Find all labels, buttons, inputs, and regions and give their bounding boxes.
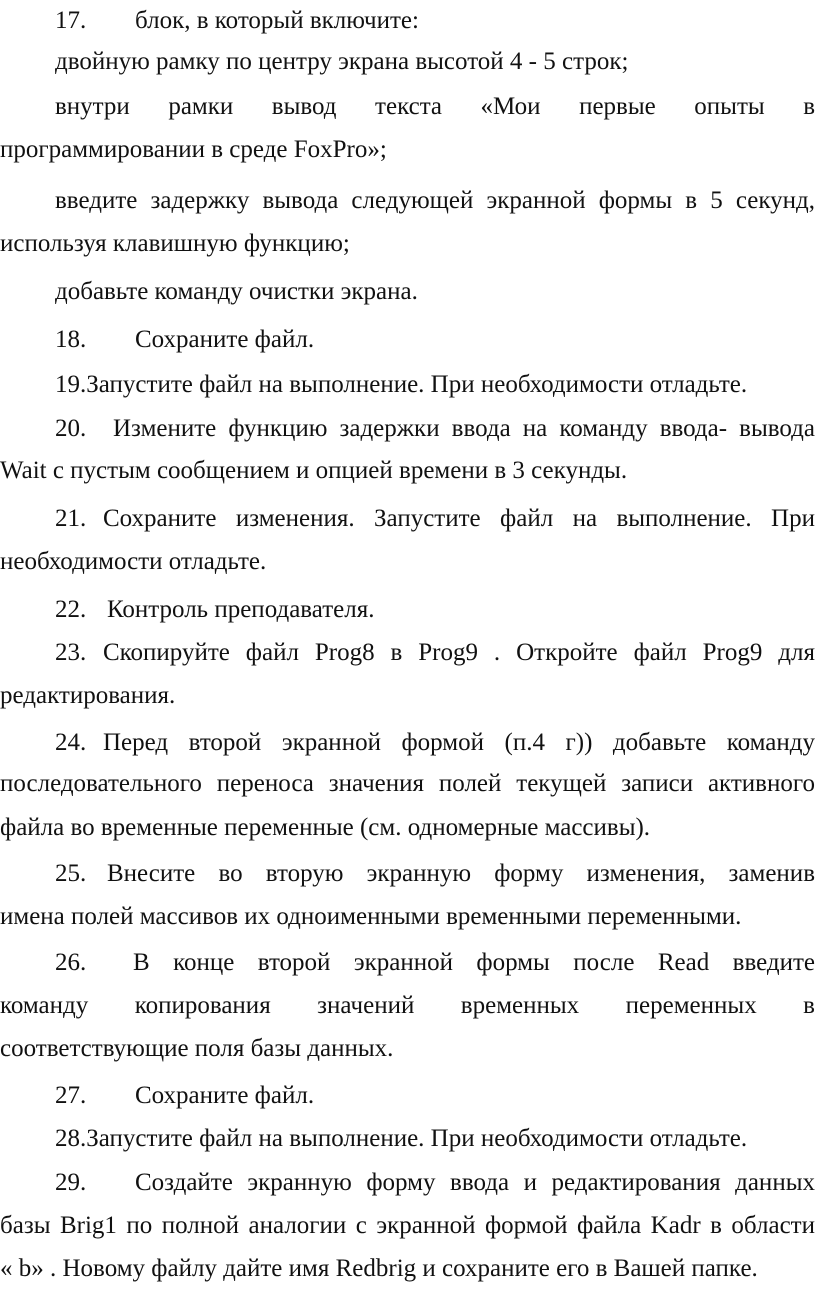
paragraph-17-item-clear: добавьте команду очистки экрана. <box>55 278 418 305</box>
paragraph-25-text: Внесите во вторую экранную форму изменения, заменив <box>107 860 815 887</box>
paragraph-18-number: 18. <box>55 326 87 353</box>
paragraph-22-text: Контроль преподавателя. <box>107 596 375 623</box>
paragraph-24-line-1 <box>55 721 815 765</box>
paragraph-29-line-2: базы Brig1 по полной аналогии с экранной формой файла Kadr в области <box>0 1212 815 1239</box>
paragraph-20-number: 20. <box>55 415 87 442</box>
paragraph-23-number: 23. <box>55 639 87 666</box>
paragraph-20-text: Измените функцию задержки ввода на команду ввода- вывода <box>113 415 815 442</box>
paragraph-18 <box>55 318 795 362</box>
paragraph-23-line-2: редактирования. <box>0 682 176 709</box>
paragraph-29-line-1 <box>55 1161 815 1205</box>
paragraph-27-number: 27. <box>55 1082 87 1109</box>
paragraph-21-line-2: необходимости отладьте. <box>0 548 267 575</box>
paragraph-26-line-1 <box>55 941 815 985</box>
paragraph-23-line-1 <box>55 631 815 675</box>
paragraph-17-number: 17. <box>55 7 87 34</box>
paragraph-17-line-1 <box>55 0 795 43</box>
paragraph-23-text: Скопируйте файл Prog8 в Prog9 . Откройте файл Prog9 для <box>103 639 815 666</box>
paragraph-20-line-1 <box>55 407 815 451</box>
paragraph-25-line-2: имена полей массивов их одноименными временными переменными. <box>0 903 742 930</box>
paragraph-27-text: Сохраните файл. <box>135 1082 315 1109</box>
paragraph-17-text: блок, в который включите: <box>135 7 419 34</box>
paragraph-21-text: Сохраните изменения. Запустите файл на выполнение. При <box>103 505 815 532</box>
paragraph-24-line-2: последовательного переноса значения полей текущей записи активного <box>0 770 815 797</box>
paragraph-29-line-3: « b» . Новому файлу дайте имя Redbrig и сохраните его в Вашей папке. <box>0 1255 758 1282</box>
paragraph-25-line-1 <box>55 852 815 896</box>
paragraph-25-number: 25. <box>55 860 87 887</box>
paragraph-26-line-3: соответствующие поля базы данных. <box>0 1035 394 1062</box>
paragraph-17-item-delay-line-2: используя клавишную функцию; <box>0 230 350 257</box>
paragraph-22-number: 22. <box>55 596 87 623</box>
paragraph-21-line-1 <box>55 497 815 541</box>
paragraph-19: 19.Запустите файл на выполнение. При необходимости отладьте. <box>55 371 748 398</box>
paragraph-26-text: В конце второй экранной формы после Read введите <box>133 949 815 976</box>
paragraph-17-item-text-line-1: внутри рамки вывод текста «Мои первые опыты в <box>55 93 815 120</box>
paragraph-18-text: Сохраните файл. <box>135 326 315 353</box>
paragraph-22 <box>55 588 795 632</box>
paragraph-26-line-2: команду копирования значений временных переменных в <box>0 992 815 1019</box>
paragraph-24-text: Перед второй экранной формой (п.4 г)) добавьте команду <box>103 729 815 756</box>
paragraph-24-number: 24. <box>55 729 87 756</box>
paragraph-29-text: Создайте экранную форму ввода и редактирования данных <box>135 1169 815 1196</box>
paragraph-20-line-2: Wait с пустым сообщением и опцией времени в 3 секунды. <box>0 457 628 484</box>
paragraph-24-line-3: файла во временные переменные (см. одномерные массивы). <box>0 814 651 841</box>
paragraph-17-item-text-line-2: программировании в среде FoxPro»; <box>0 136 387 163</box>
paragraph-27 <box>55 1074 795 1118</box>
paragraph-21-number: 21. <box>55 505 87 532</box>
paragraph-29-number: 29. <box>55 1169 87 1196</box>
paragraph-17-item-delay-line-1: введите задержку вывода следующей экранной формы в 5 секунд, <box>55 187 815 214</box>
paragraph-17-item-frame: двойную рамку по центру экрана высотой 4 - 5 строк; <box>55 48 629 75</box>
paragraph-26-number: 26. <box>55 949 87 976</box>
paragraph-28: 28.Запустите файл на выполнение. При необходимости отладьте. <box>55 1125 748 1152</box>
